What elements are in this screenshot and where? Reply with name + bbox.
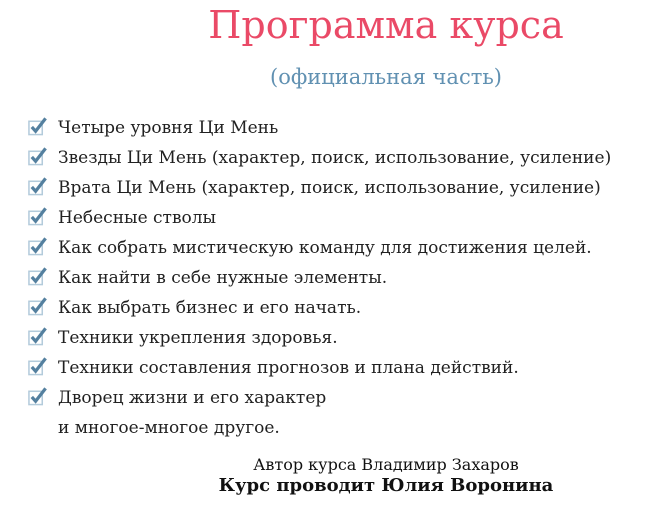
course-topics-list xyxy=(28,116,657,416)
topic-label: Как выбрать бизнес и его начать. xyxy=(58,297,362,318)
course-author-line: Автор курса Владимир Захаров xyxy=(253,454,519,474)
page-footer xyxy=(0,455,657,497)
topic-label: Четыре уровня Ци Мень xyxy=(58,117,279,138)
topic-label: Звезды Ци Мень (характер, поиск, использование, усиление) xyxy=(58,147,612,168)
checked-checkbox-icon xyxy=(28,207,47,226)
topic-label: Врата Ци Мень (характер, поиск, использование, усиление) xyxy=(58,177,601,198)
checked-checkbox-icon xyxy=(28,117,47,136)
list-item xyxy=(28,176,657,206)
list-item xyxy=(28,146,657,176)
list-item xyxy=(28,116,657,146)
topic-label: Техники составления прогнозов и плана действий. xyxy=(58,357,519,378)
topic-label: Как найти в себе нужные элементы. xyxy=(58,267,388,288)
course-host-line: Курс проводит Юлия Воронина xyxy=(218,474,554,496)
list-item xyxy=(28,326,657,356)
checked-checkbox-icon xyxy=(28,147,47,166)
checked-checkbox-icon xyxy=(28,327,47,346)
list-item xyxy=(28,356,657,386)
topic-label: Небесные стволы xyxy=(58,207,217,228)
page-title: Программа курса xyxy=(208,3,564,47)
topic-label: Техники укрепления здоровья. xyxy=(58,327,338,348)
checked-checkbox-icon xyxy=(28,357,47,376)
checked-checkbox-icon xyxy=(28,297,47,316)
list-item xyxy=(28,386,657,416)
page-header xyxy=(0,0,657,90)
topic-label: Как собрать мистическую команду для достижения целей. xyxy=(58,237,592,258)
checked-checkbox-icon xyxy=(28,267,47,286)
list-item xyxy=(28,266,657,296)
list-item xyxy=(28,296,657,326)
page-subtitle: (официальная часть) xyxy=(270,64,502,89)
list-item xyxy=(28,206,657,236)
list-continuation-text: и многое-многое другое. xyxy=(58,417,280,438)
topic-label: Дворец жизни и его характер xyxy=(58,387,327,408)
list-item xyxy=(28,236,657,266)
checked-checkbox-icon xyxy=(28,177,47,196)
checked-checkbox-icon xyxy=(28,237,47,256)
list-continuation-row xyxy=(58,416,657,446)
checked-checkbox-icon xyxy=(28,387,47,406)
